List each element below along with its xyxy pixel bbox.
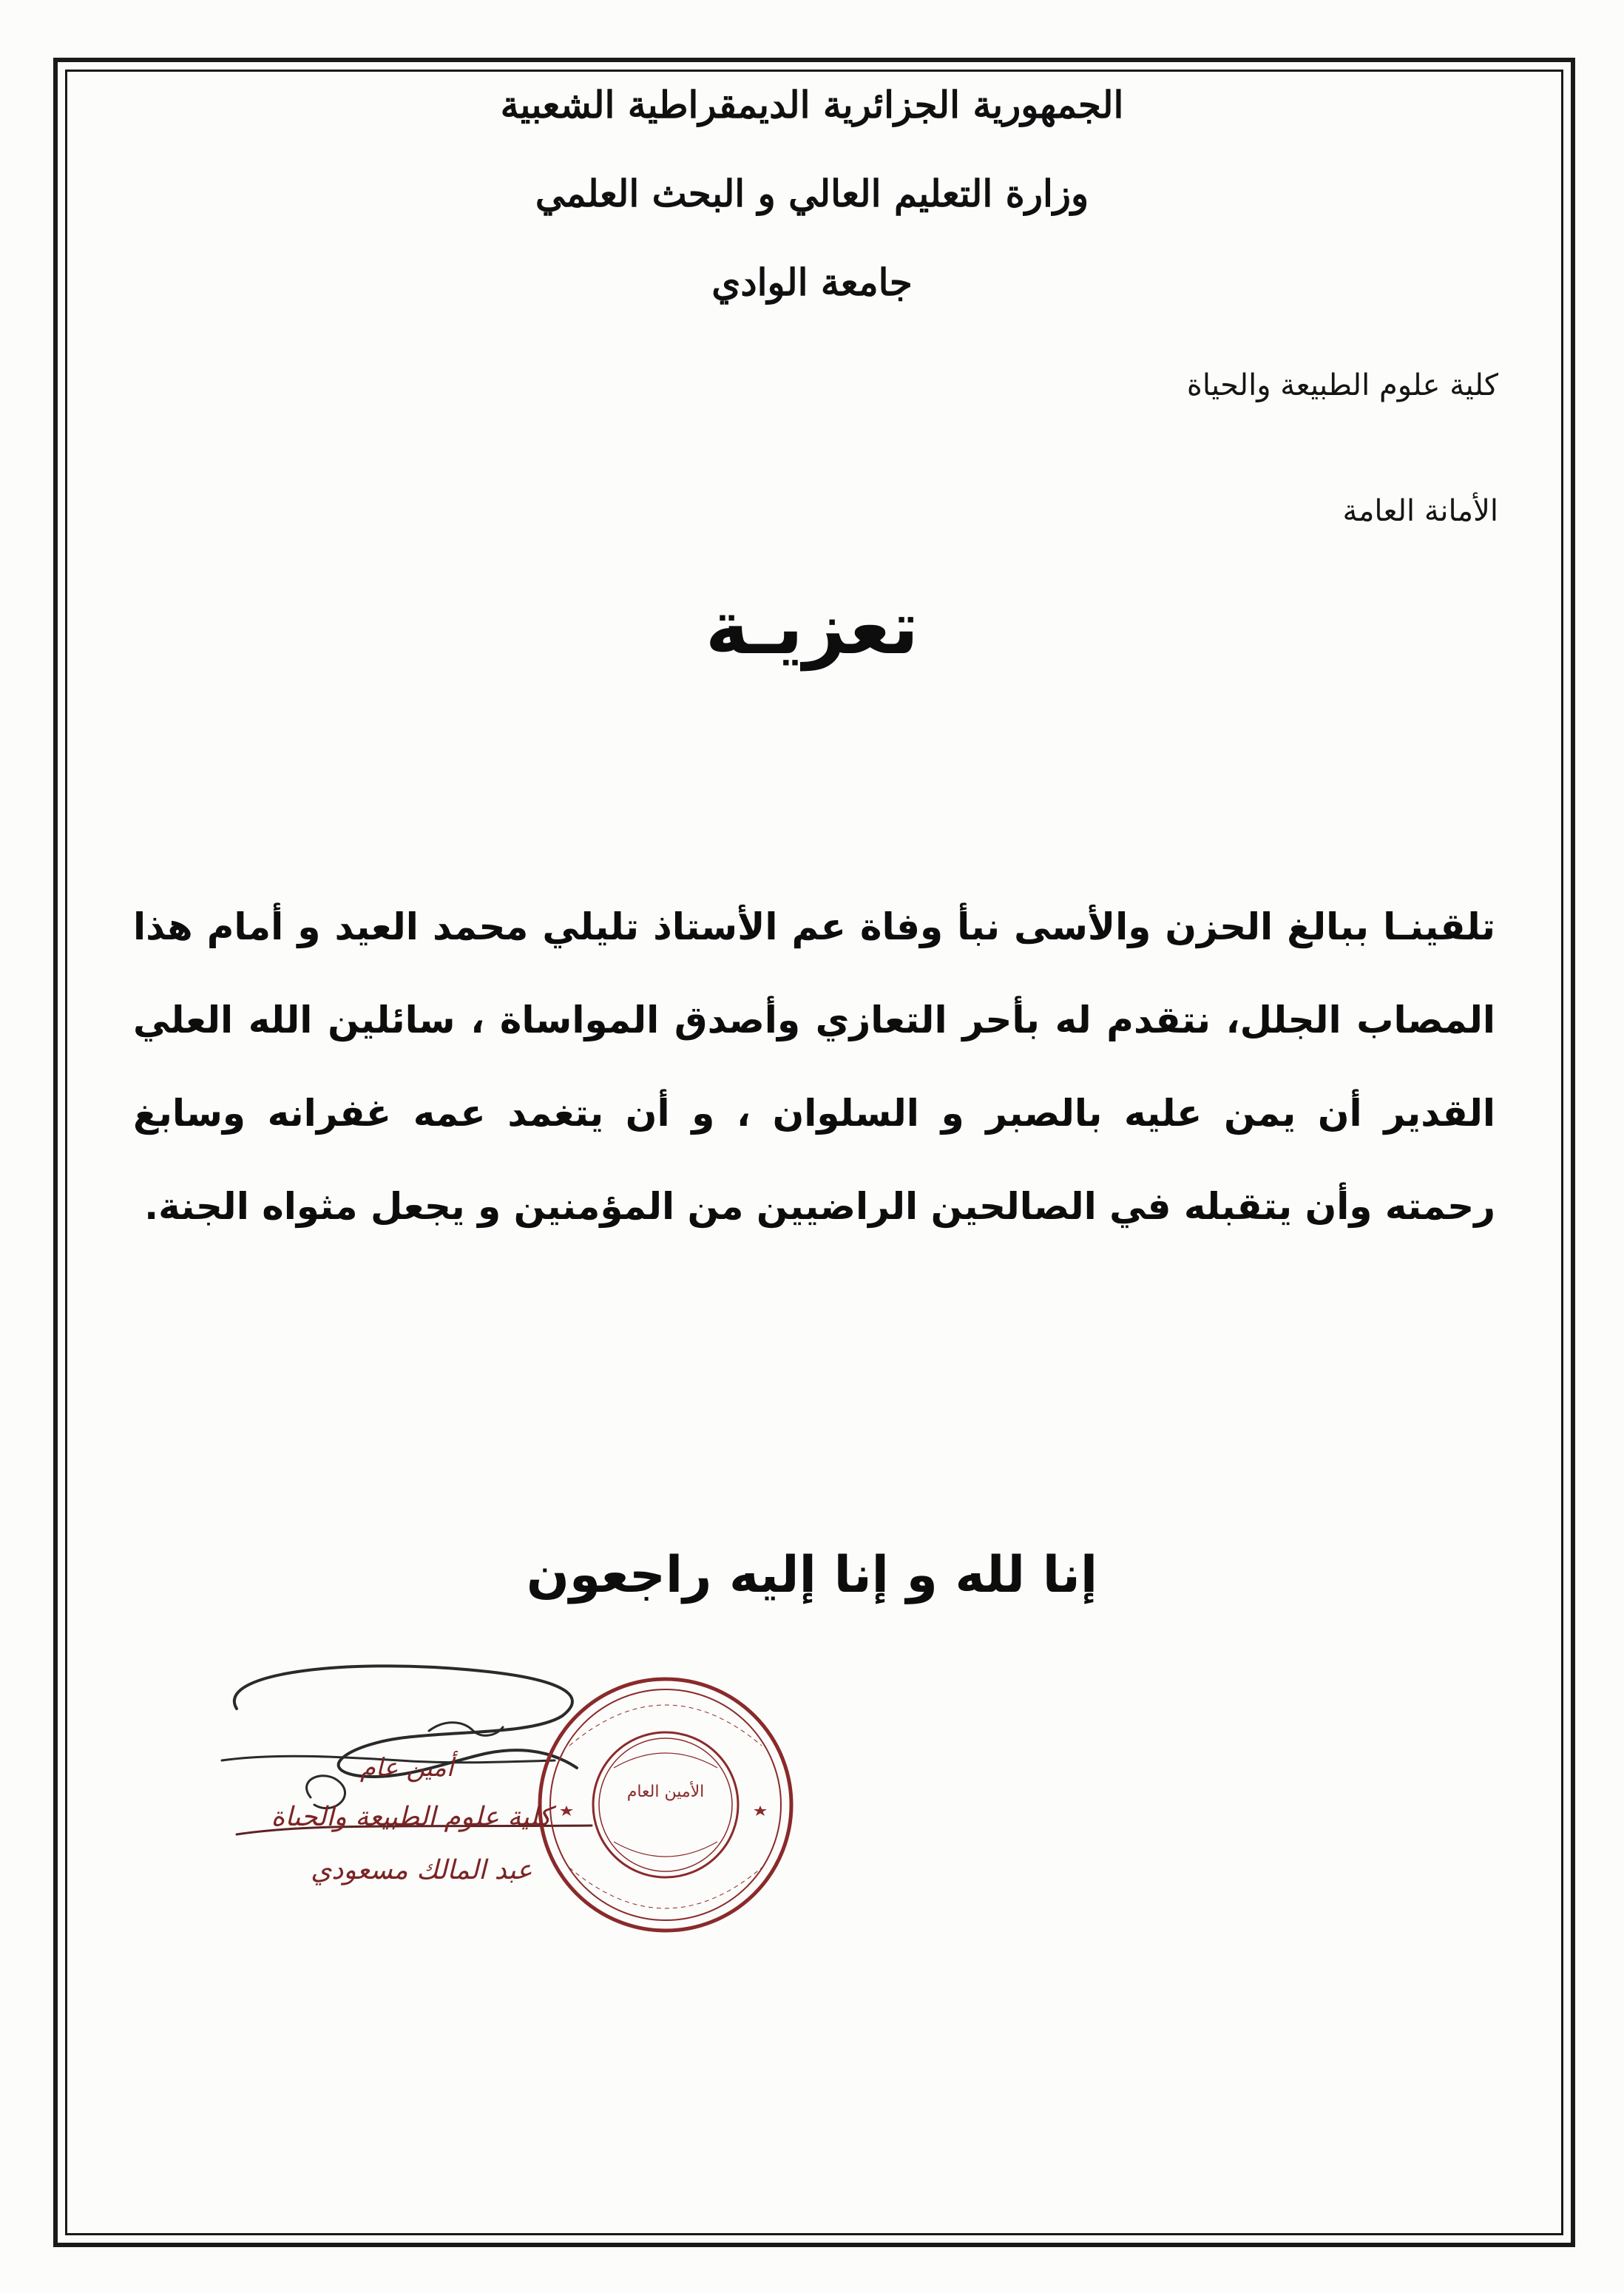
office-name: الأمانة العامة bbox=[1342, 494, 1498, 528]
stamp-center-text: الأمين العام bbox=[626, 1783, 705, 1801]
closing-verse: إنا لله و إنا إليه راجعون bbox=[526, 1546, 1098, 1604]
signatory-faculty: كلية علوم الطبيعة والحياة bbox=[271, 1802, 552, 1832]
header-university: جامعة الوادي bbox=[711, 260, 913, 304]
document-title: تعزيـة bbox=[705, 584, 919, 671]
faculty-name: كلية علوم الطبيعة والحياة bbox=[1186, 368, 1498, 402]
signatory-name: عبد المالك مسعودي bbox=[311, 1855, 532, 1885]
header-republic: الجمهورية الجزائرية الديمقراطية الشعبية bbox=[500, 83, 1124, 126]
header-ministry: وزارة التعليم العالي و البحث العلمي bbox=[535, 172, 1089, 215]
signatory-title: أمين عام bbox=[359, 1753, 454, 1783]
condolence-body: تلقينـا ببالغ الحزن والأسى نبأ وفاة عم الأستاذ تليلي محمد العيد و أمام هذا المصاب الجلل، نتقدم له بأحر التعازي وأصدق المواساة ، سائلين الله العلي القدير أن يمن عليه بالصبر و السلوان ، و أن يتغمد عمه غفرانه وسابغ رحمته وأن يتقبله في الصالحين الراضيين من المؤمنين و يجعل مثواه الجنة. bbox=[133, 905, 1495, 1228]
